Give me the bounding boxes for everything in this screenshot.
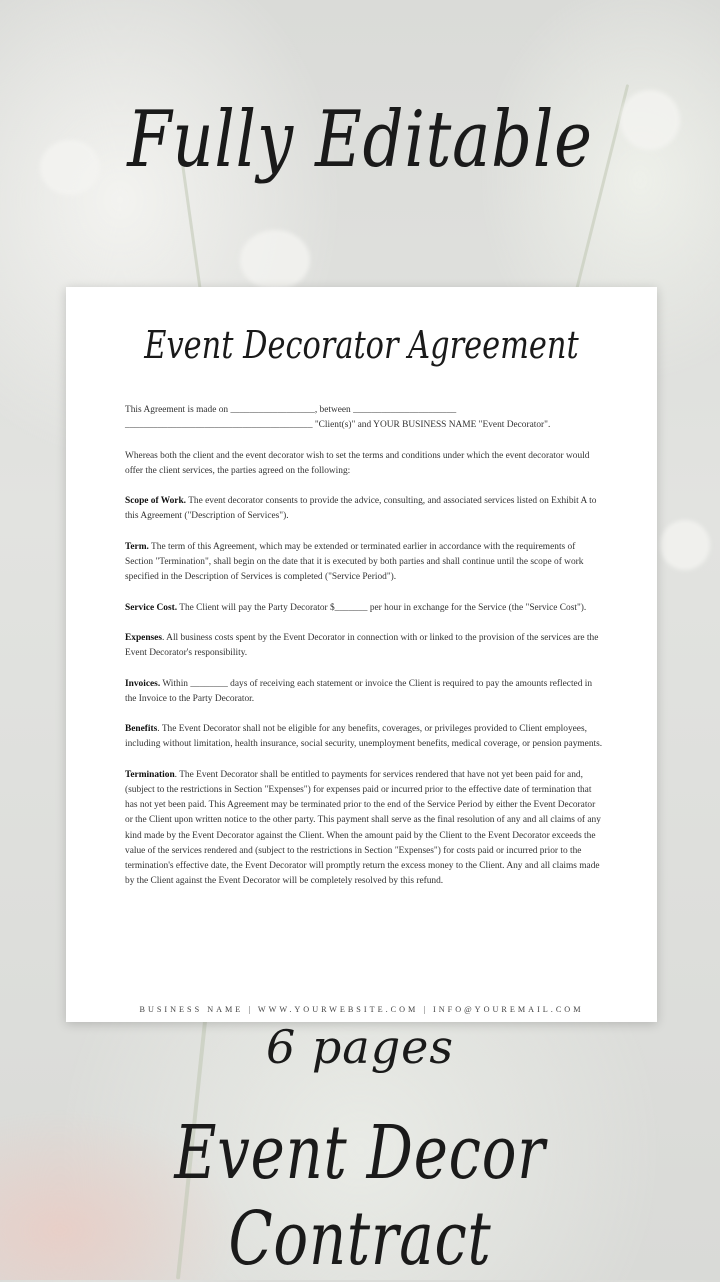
section-text: The event decorator consents to provide the advice, consulting, and associated services listed on Exhibit A to this Agreement ("Description of Services"). [125,496,597,522]
document-page [66,287,657,1022]
intro-line: ________________________________________ "Client(s)" and YOUR BUSINESS NAME "Event Decorator". [125,420,551,431]
section-expenses [125,631,605,661]
section-invoices [125,677,605,707]
product-label: Event Decor Contract [174,1110,546,1282]
background-blossom [660,520,710,570]
section-term [125,540,605,586]
headline: Fully Editable [127,95,593,185]
section-service-cost [125,601,605,616]
whereas-paragraph: Whereas both the client and the event decorator wish to set the terms and conditions under which the event decorator would offer the client services, the parties agreed on the following: [125,450,590,476]
section-heading: Scope of Work. [125,496,187,507]
intro-paragraph [125,403,605,433]
section-text: . The Event Decorator shall be entitled to payments for services rendered that have not yet been paid for and, (subject to the restrictions in Section "Expenses") for expenses paid or incurred prior to the effective date of termination that has not yet been paid. This Agreement may be terminated prior to the end of the Service Period by either the Event Decorator or the Client upon written notice to the other party. This payment shall serve as the final resolution of any and all claims of any kind made by the Event Decorator against the Client. When the amount paid by the Client to the Event Decorator exceeds the value of the services rendered and (subject to the restrictions in Section "Expenses") for costs paid or incurred prior to the termination's effective date, the Event Decorator will promptly return the excess money to the Client. Any and all claims made by the Client against the Event Decorator will be completely resolved by this refund. [125,769,601,887]
document-title: Event Decorator Agreement [144,323,579,367]
background-blossom [240,230,310,290]
section-heading: Expenses [125,632,162,643]
document-footer: BUSINESS NAME | WWW.YOURWEBSITE.COM | INFO@YOUREMAIL.COM [139,1005,584,1014]
section-text: The term of this Agreement, which may be extended or terminated earlier in accordance with the requirements of Section "Termination", shall begin on the date that it is executed by both parties and shall continue until the scope of work specified in the Description of Services is completed ("Service Period"). [125,541,584,583]
section-text: The Client will pay the Party Decorator $_______ per hour in exchange for the Service (the "Service Cost"). [177,602,587,613]
section-scope [125,494,605,524]
intro-line: This Agreement is made on __________________, between ______________________ [125,405,457,415]
section-text: Within ________ days of receiving each statement or invoice the Client is required to pay the amounts reflected in the Invoice to the Party Decorator. [125,678,593,704]
section-heading: Benefits [125,724,158,735]
section-heading: Term. [125,541,149,552]
pages-label: 6 pages [265,1020,455,1074]
section-heading: Termination [125,769,175,780]
section-benefits [125,722,605,752]
section-text: . All business costs spent by the Event Decorator in connection with or linked to the provision of the services are the Event Decorator's responsibility. [125,632,599,659]
section-termination [125,768,605,890]
section-heading: Service Cost. [125,602,178,613]
section-text: . The Event Decorator shall not be eligible for any benefits, coverages, or privileges provided to Client employees, including without limitation, health insurance, social security, unemployment benefits, medical coverage, or pension payments. [125,724,603,750]
document-body [125,403,605,905]
section-heading: Invoices. [125,678,161,689]
